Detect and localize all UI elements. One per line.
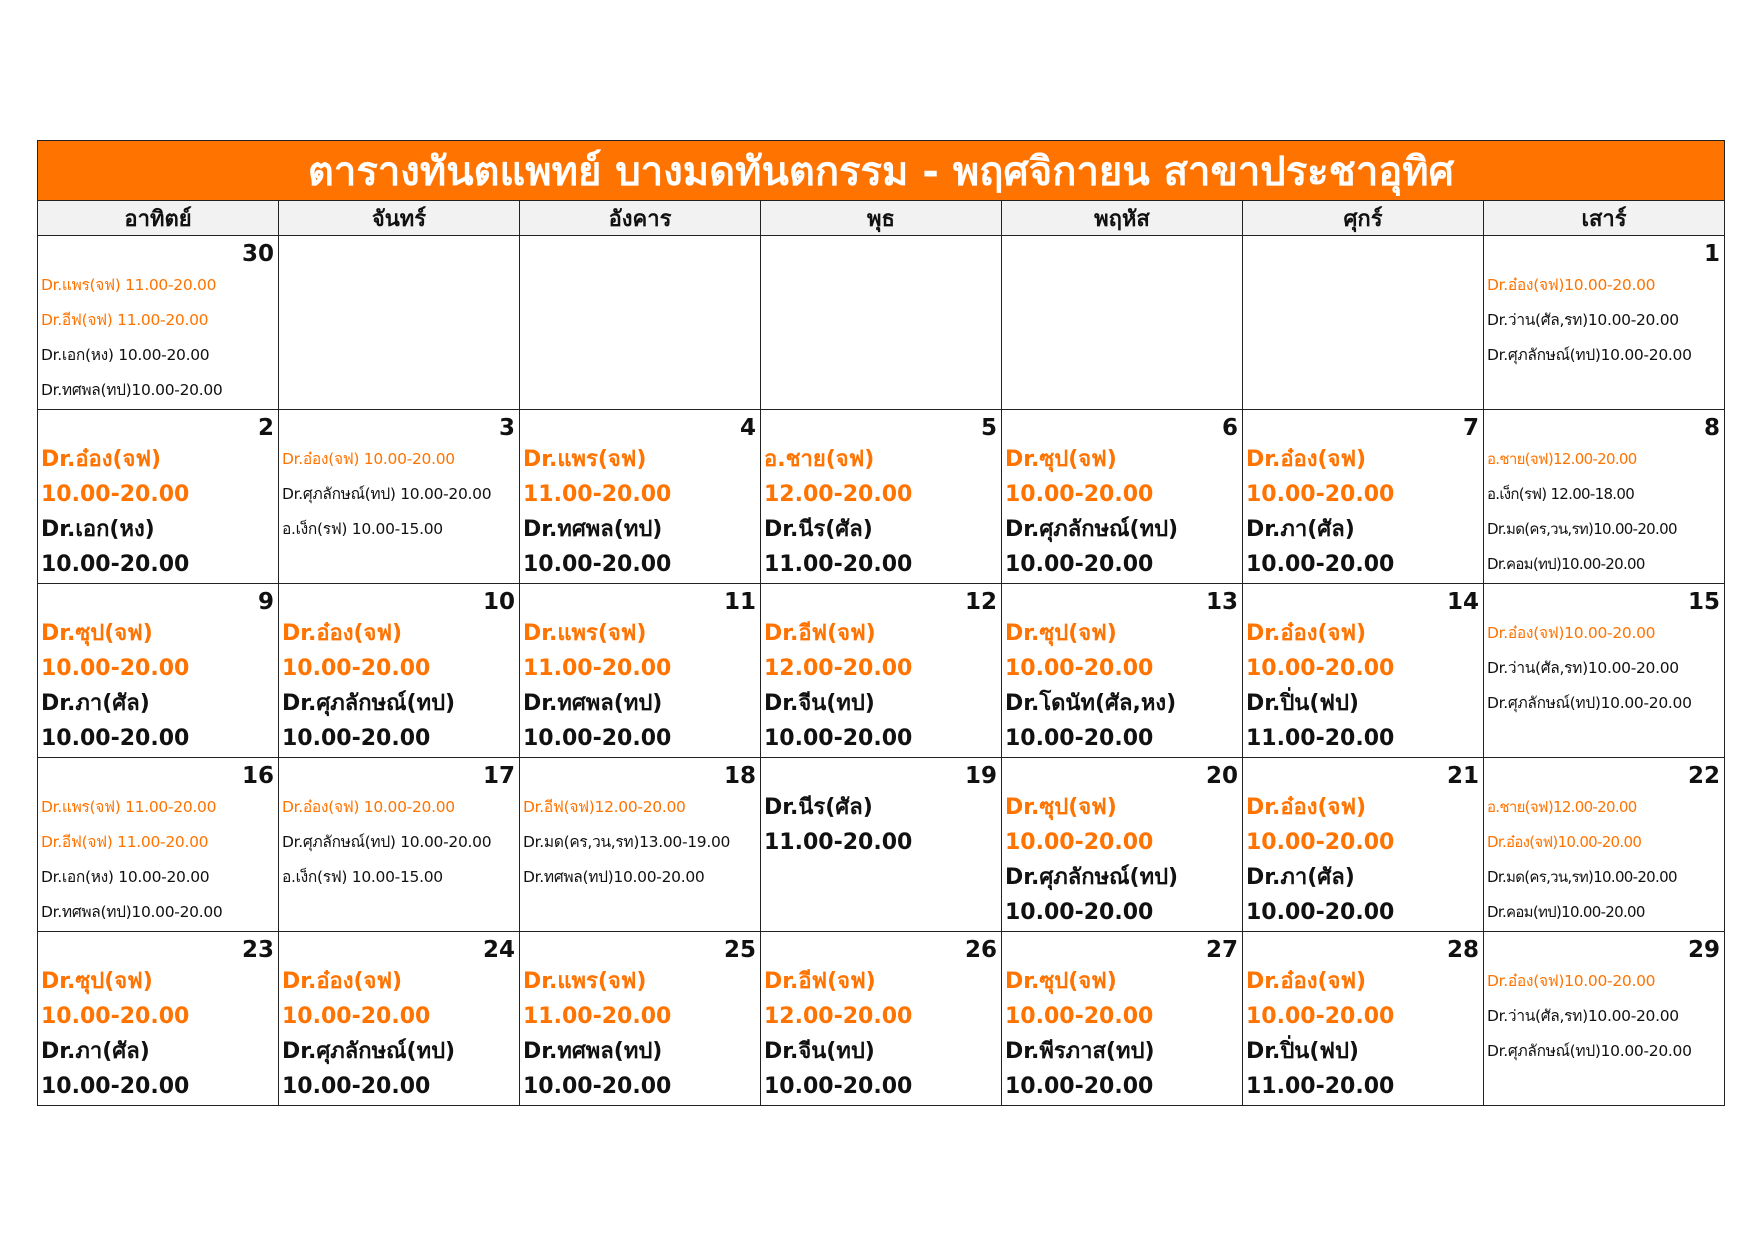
dentist-entry: Dr.ศุภลักษณ์(ทป) 10.00-20.00 (282, 485, 492, 503)
dentist-list (764, 616, 997, 756)
dentist-list (764, 790, 997, 860)
day-number: 12 (964, 589, 997, 615)
dentist-entry: Dr.ภา(ศัล) (41, 691, 150, 716)
dentist-entry: Dr.ศุภลักษณ์(ทป)10.00-20.00 (1487, 346, 1692, 364)
dentist-entry: 11.00-20.00 (523, 1004, 672, 1029)
dentist-entry: 10.00-20.00 (41, 552, 190, 577)
dentist-entry: Dr.อ๋อง(จฟ) (282, 969, 403, 994)
day-cell (520, 410, 761, 584)
dentist-entry: Dr.อ๋อง(จฟ)10.00-20.00 (1487, 833, 1642, 851)
day-cell (279, 758, 520, 932)
day-number: 5 (980, 415, 997, 441)
dentist-list (1246, 790, 1479, 930)
dentist-list (1246, 616, 1479, 756)
dentist-entry: 10.00-20.00 (1005, 656, 1154, 681)
day-cell (1243, 758, 1484, 932)
day-number: 30 (241, 241, 274, 267)
day-cell (761, 584, 1002, 758)
dentist-entry: 10.00-20.00 (1246, 482, 1395, 507)
dentist-list (41, 964, 274, 1104)
dentist-entry: 10.00-20.00 (282, 1074, 431, 1099)
dentist-list (41, 616, 274, 756)
day-number: 18 (723, 763, 756, 789)
dentist-entry: อ.เง็ก(รฟ) 10.00-15.00 (282, 868, 443, 886)
dentist-entry: อ.ชาย(จฟ)12.00-20.00 (1487, 798, 1637, 816)
dentist-entry: Dr.ศุภลักษณ์(ทป) (1005, 517, 1179, 542)
dentist-entry: อ.เง็ก(รฟ) 12.00-18.00 (1487, 485, 1635, 503)
day-number: 6 (1221, 415, 1238, 441)
day-number: 14 (1446, 589, 1479, 615)
dentist-entry: Dr.ศุภลักษณ์(ทป)10.00-20.00 (1487, 1042, 1692, 1060)
dentist-entry: 12.00-20.00 (764, 1004, 913, 1029)
dentist-entry: Dr.อีฟ(จฟ) (764, 969, 876, 994)
day-number (764, 240, 997, 268)
day-cell (1484, 932, 1725, 1106)
day-number: 7 (1462, 415, 1479, 441)
dentist-entry: Dr.ศุภลักษณ์(ทป) (282, 691, 456, 716)
dentist-list (41, 790, 274, 930)
day-number: 23 (241, 937, 274, 963)
dentist-entry: Dr.อ๋อง(จฟ)10.00-20.00 (1487, 276, 1656, 294)
day-number: 17 (482, 763, 515, 789)
dentist-list (1246, 442, 1479, 582)
dentist-entry: 10.00-20.00 (1005, 1004, 1154, 1029)
day-cell (761, 236, 1002, 410)
dentist-entry: Dr.ทศพล(ทป) (523, 1039, 663, 1064)
day-number (523, 240, 756, 268)
dentist-entry: 10.00-20.00 (1246, 900, 1395, 925)
dentist-list (1487, 790, 1720, 930)
day-cell (38, 584, 279, 758)
dentist-entry: Dr.แพร(จฟ) 11.00-20.00 (41, 276, 217, 294)
dentist-entry: Dr.อีฟ(จฟ)12.00-20.00 (523, 798, 686, 816)
dentist-entry: อ.ชาย(จฟ) (764, 447, 875, 472)
dentist-entry: 11.00-20.00 (523, 656, 672, 681)
dentist-entry: Dr.ว่าน(ศัล,รท)10.00-20.00 (1487, 659, 1679, 677)
dentist-entry: อ.เง็ก(รฟ) 10.00-15.00 (282, 520, 443, 538)
day-number: 26 (964, 937, 997, 963)
dentist-entry: Dr.ภา(ศัล) (1246, 517, 1355, 542)
dentist-entry: Dr.ซุป(จฟ) (1005, 795, 1117, 820)
dentist-entry: Dr.ทศพล(ทป)10.00-20.00 (41, 903, 223, 921)
weekday-header: เสาร์ (1484, 201, 1725, 236)
day-cell (1243, 932, 1484, 1106)
dentist-list (523, 442, 756, 582)
day-cell (1002, 932, 1243, 1106)
dentist-entry: Dr.อ๋อง(จฟ) (41, 447, 162, 472)
dentist-entry: Dr.ทศพล(ทป) (523, 691, 663, 716)
dentist-entry: Dr.ซุป(จฟ) (41, 621, 153, 646)
dentist-entry: Dr.ศุภลักษณ์(ทป) (1005, 865, 1179, 890)
weekday-header: พฤหัส (1002, 201, 1243, 236)
day-cell (279, 932, 520, 1106)
day-cell (38, 410, 279, 584)
dentist-entry: Dr.อีฟ(จฟ) 11.00-20.00 (41, 311, 209, 329)
dentist-entry: Dr.อีฟ(จฟ) 11.00-20.00 (41, 833, 209, 851)
dentist-entry: 12.00-20.00 (764, 656, 913, 681)
dentist-entry: 10.00-20.00 (41, 1004, 190, 1029)
day-cell (1243, 236, 1484, 410)
dentist-entry: 12.00-20.00 (764, 482, 913, 507)
day-cell (1243, 410, 1484, 584)
dentist-entry: Dr.ปิ่น(ฟป) (1246, 1039, 1359, 1064)
day-number: 28 (1446, 937, 1479, 963)
dentist-list (1005, 616, 1238, 756)
day-cell (38, 236, 279, 410)
dentist-entry: Dr.มด(คร,วน,รท)10.00-20.00 (1487, 868, 1677, 886)
day-number: 2 (257, 415, 274, 441)
dentist-list (41, 268, 274, 408)
dentist-list (1005, 442, 1238, 582)
dentist-entry: 10.00-20.00 (523, 1074, 672, 1099)
dentist-list (282, 964, 515, 1104)
dentist-list (282, 616, 515, 756)
dentist-entry: Dr.แพร(จฟ) (523, 447, 647, 472)
dentist-entry: Dr.เอก(หง) 10.00-20.00 (41, 868, 210, 886)
day-number: 4 (739, 415, 756, 441)
dentist-entry: Dr.เอก(หง) (41, 517, 155, 542)
day-number (1005, 240, 1238, 268)
dentist-entry: Dr.ทศพล(ทป) (523, 517, 663, 542)
dentist-entry: 10.00-20.00 (764, 726, 913, 751)
dentist-entry: 11.00-20.00 (523, 482, 672, 507)
day-number: 13 (1205, 589, 1238, 615)
weekday-header: พุธ (761, 201, 1002, 236)
dentist-entry: Dr.อ๋อง(จฟ) (1246, 795, 1367, 820)
day-cell (520, 236, 761, 410)
day-cell (761, 758, 1002, 932)
dentist-entry: Dr.พีรภาส(ทป) (1005, 1039, 1155, 1064)
day-cell (1484, 584, 1725, 758)
dentist-entry: 10.00-20.00 (1005, 1074, 1154, 1099)
dentist-entry: Dr.คอม(ทป)10.00-20.00 (1487, 555, 1645, 573)
dentist-entry: Dr.มด(คร,วน,รท)13.00-19.00 (523, 833, 731, 851)
day-cell (520, 932, 761, 1106)
dentist-entry: Dr.แพร(จฟ) 11.00-20.00 (41, 798, 217, 816)
dentist-list (1246, 964, 1479, 1104)
dentist-entry: Dr.อ๋อง(จฟ) (282, 621, 403, 646)
day-cell (520, 584, 761, 758)
day-number (282, 240, 515, 268)
day-cell (761, 932, 1002, 1106)
weekday-header: จันทร์ (279, 201, 520, 236)
day-cell (38, 758, 279, 932)
dentist-entry: Dr.จีน(ทป) (764, 1039, 875, 1064)
dentist-list (764, 442, 997, 582)
dentist-entry: Dr.ศุภลักษณ์(ทป)10.00-20.00 (1487, 694, 1692, 712)
dentist-entry: 10.00-20.00 (41, 656, 190, 681)
day-number: 3 (498, 415, 515, 441)
dentist-entry: Dr.อ๋อง(จฟ)10.00-20.00 (1487, 972, 1656, 990)
dentist-list (523, 790, 756, 895)
dentist-list (41, 442, 274, 582)
dentist-entry: Dr.อ๋อง(จฟ) (1246, 447, 1367, 472)
day-number: 22 (1687, 763, 1720, 789)
day-cell (279, 236, 520, 410)
dentist-entry: Dr.ทศพล(ทป)10.00-20.00 (523, 868, 705, 886)
day-number: 24 (482, 937, 515, 963)
dentist-list (523, 616, 756, 756)
dentist-entry: Dr.จีน(ทป) (764, 691, 875, 716)
day-number: 8 (1703, 415, 1720, 441)
dentist-entry: 10.00-20.00 (764, 1074, 913, 1099)
dentist-entry: 10.00-20.00 (41, 726, 190, 751)
day-cell (1002, 236, 1243, 410)
day-cell (1484, 410, 1725, 584)
dentist-entry: 10.00-20.00 (523, 552, 672, 577)
dentist-entry: 10.00-20.00 (1246, 1004, 1395, 1029)
dentist-list (282, 790, 515, 895)
day-cell (1484, 758, 1725, 932)
dentist-list (1487, 442, 1720, 582)
dentist-entry: 10.00-20.00 (1005, 552, 1154, 577)
day-number: 29 (1687, 937, 1720, 963)
day-number: 11 (723, 589, 756, 615)
day-number: 21 (1446, 763, 1479, 789)
day-cell (1002, 410, 1243, 584)
dentist-entry: Dr.มด(คร,วน,รท)10.00-20.00 (1487, 520, 1677, 538)
dentist-entry: อ.ชาย(จฟ)12.00-20.00 (1487, 450, 1637, 468)
dentist-entry: Dr.คอม(ทป)10.00-20.00 (1487, 903, 1645, 921)
day-cell (1484, 236, 1725, 410)
dentist-entry: Dr.อ๋อง(จฟ)10.00-20.00 (1487, 624, 1656, 642)
dentist-entry: Dr.ซุป(จฟ) (41, 969, 153, 994)
dentist-entry: Dr.ภา(ศัล) (41, 1039, 150, 1064)
dentist-entry: 10.00-20.00 (523, 726, 672, 751)
weekday-header: อาทิตย์ (38, 201, 279, 236)
dentist-entry: Dr.ปิ่น(ฟป) (1246, 691, 1359, 716)
dentist-entry: Dr.แพร(จฟ) (523, 969, 647, 994)
dentist-entry: 10.00-20.00 (282, 656, 431, 681)
dentist-entry: 10.00-20.00 (41, 1074, 190, 1099)
dentist-entry: 11.00-20.00 (1246, 1074, 1395, 1099)
day-number: 9 (257, 589, 274, 615)
dentist-entry: 10.00-20.00 (1005, 900, 1154, 925)
dentist-list (1005, 964, 1238, 1104)
calendar-grid (38, 201, 1725, 1106)
dentist-entry: Dr.อ๋อง(จฟ) 10.00-20.00 (282, 450, 455, 468)
day-cell (761, 410, 1002, 584)
day-number: 27 (1205, 937, 1238, 963)
dentist-entry: 10.00-20.00 (1005, 482, 1154, 507)
dentist-entry: Dr.อ๋อง(จฟ) (1246, 969, 1367, 994)
day-number: 10 (482, 589, 515, 615)
day-number: 16 (241, 763, 274, 789)
dentist-entry: Dr.โดนัท(ศัล,หง) (1005, 691, 1177, 716)
dentist-entry: Dr.เอก(หง) 10.00-20.00 (41, 346, 210, 364)
day-cell (279, 410, 520, 584)
day-number: 19 (964, 763, 997, 789)
dentist-entry: 10.00-20.00 (1005, 726, 1154, 751)
schedule-title: ตารางทันตแพทย์ บางมดทันตกรรม - พฤศจิกายน สาขาประชาอุทิศ (38, 141, 1725, 201)
dentist-entry: Dr.ภา(ศัล) (1246, 865, 1355, 890)
dentist-entry: Dr.อ๋อง(จฟ) (1246, 621, 1367, 646)
dentist-list (523, 964, 756, 1104)
day-cell (1002, 758, 1243, 932)
dentist-entry: Dr.ว่าน(ศัล,รท)10.00-20.00 (1487, 311, 1679, 329)
dentist-entry: 11.00-20.00 (1246, 726, 1395, 751)
dentist-list (1487, 964, 1720, 1069)
dentist-entry: Dr.ซุป(จฟ) (1005, 621, 1117, 646)
dentist-entry: Dr.แพร(จฟ) (523, 621, 647, 646)
dentist-entry: 11.00-20.00 (764, 830, 913, 855)
dentist-list (1487, 616, 1720, 721)
dentist-entry: Dr.ศุภลักษณ์(ทป) 10.00-20.00 (282, 833, 492, 851)
dentist-entry: Dr.ศุภลักษณ์(ทป) (282, 1039, 456, 1064)
day-cell (279, 584, 520, 758)
dentist-entry: 10.00-20.00 (41, 482, 190, 507)
day-cell (38, 932, 279, 1106)
weekday-header: ศุกร์ (1243, 201, 1484, 236)
day-cell (1243, 584, 1484, 758)
day-number: 20 (1205, 763, 1238, 789)
dentist-entry: Dr.นีร(ศัล) (764, 517, 873, 542)
dentist-entry: 10.00-20.00 (1246, 552, 1395, 577)
dentist-entry: 10.00-20.00 (282, 1004, 431, 1029)
day-cell (520, 758, 761, 932)
dentist-list (1487, 268, 1720, 373)
weekday-header: อังคาร (520, 201, 761, 236)
day-cell (1002, 584, 1243, 758)
dentist-entry: 10.00-20.00 (282, 726, 431, 751)
dentist-entry: Dr.อีฟ(จฟ) (764, 621, 876, 646)
day-number (1246, 240, 1479, 268)
dentist-list (1005, 790, 1238, 930)
dentist-entry: Dr.ว่าน(ศัล,รท)10.00-20.00 (1487, 1007, 1679, 1025)
dentist-list (282, 442, 515, 547)
schedule-table (37, 140, 1725, 1106)
dentist-entry: 10.00-20.00 (1246, 656, 1395, 681)
day-number: 15 (1687, 589, 1720, 615)
dentist-entry: 10.00-20.00 (1005, 830, 1154, 855)
dentist-entry: Dr.นีร(ศัล) (764, 795, 873, 820)
dentist-entry: 11.00-20.00 (764, 552, 913, 577)
day-number: 25 (723, 937, 756, 963)
dentist-entry: Dr.อ๋อง(จฟ) 10.00-20.00 (282, 798, 455, 816)
dentist-entry: Dr.ซุป(จฟ) (1005, 447, 1117, 472)
dentist-list (764, 964, 997, 1104)
dentist-entry: Dr.ซุป(จฟ) (1005, 969, 1117, 994)
dentist-entry: 10.00-20.00 (1246, 830, 1395, 855)
dentist-entry: Dr.ทศพล(ทป)10.00-20.00 (41, 381, 223, 399)
day-number: 1 (1703, 241, 1720, 267)
